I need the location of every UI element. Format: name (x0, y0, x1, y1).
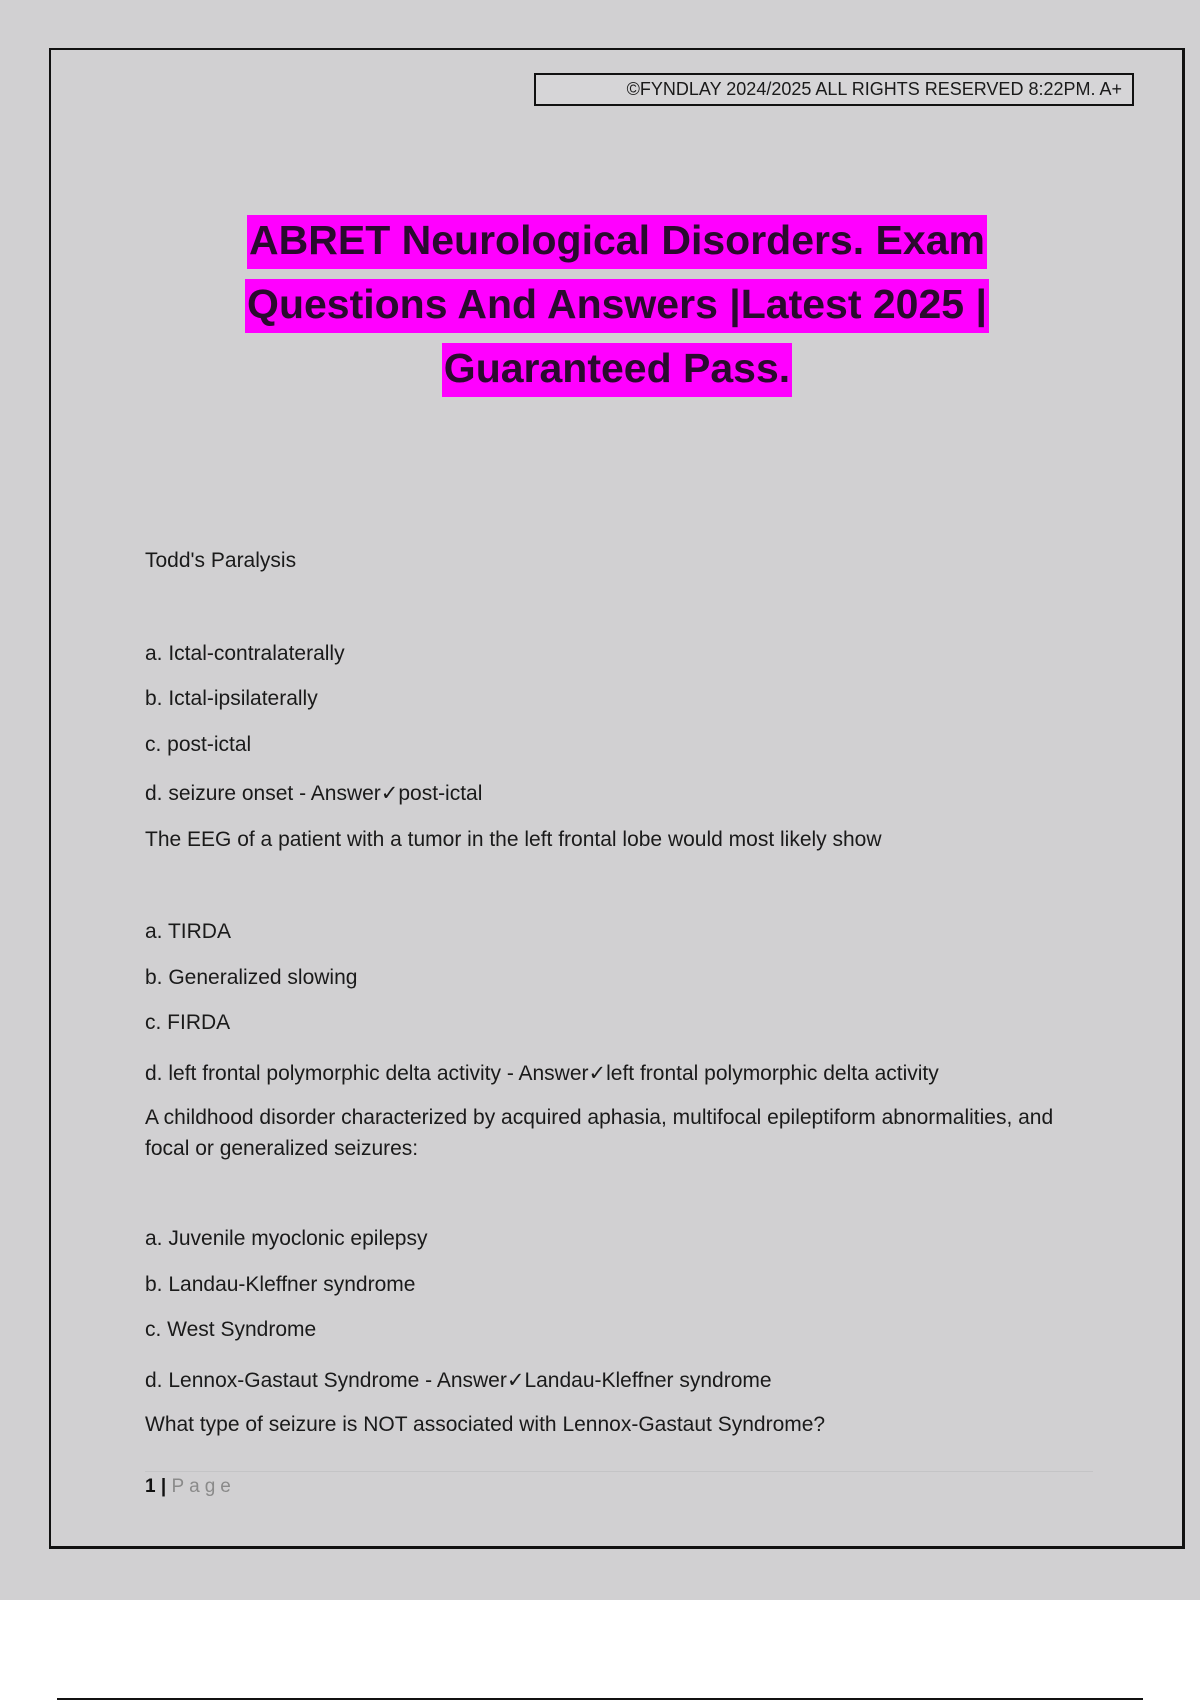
question-stem: The EEG of a patient with a tumor in the left frontal lobe would most likely show (145, 828, 882, 851)
answer-option: c. West Syndrome (145, 1318, 317, 1341)
title-line-1: ABRET Neurological Disorders. Exam (247, 215, 987, 269)
title-line-2: Questions And Answers |Latest 2025 | (245, 279, 989, 333)
footer-divider (145, 1471, 1093, 1472)
title-line-3: Guaranteed Pass. (442, 343, 792, 397)
answer-option: d. Lennox-Gastaut Syndrome - Answer✓Landau-Kleffner syndrome (145, 1369, 772, 1392)
answer-option: c. FIRDA (145, 1011, 231, 1034)
copyright-header: ©FYNDLAY 2024/2025 ALL RIGHTS RESERVED 8:22PM. A+ (534, 73, 1134, 106)
page-number (145, 1476, 236, 1498)
page-number-separator: | (160, 1476, 167, 1497)
question-stem: Todd's Paralysis (145, 549, 297, 572)
answer-option: a. TIRDA (145, 920, 231, 943)
question-stem: A childhood disorder characterized by acquired aphasia, multifocal epileptiform abnormalities, and focal or generalized seizures: (145, 1106, 1054, 1160)
answer-option: d. left frontal polymorphic delta activity - Answer✓left frontal polymorphic delta activity (145, 1062, 939, 1085)
answer-option: a. Juvenile myoclonic epilepsy (145, 1227, 428, 1250)
answer-option: d. seizure onset - Answer✓post-ictal (145, 782, 483, 805)
page-label: Page (171, 1476, 236, 1497)
answer-option: a. Ictal-contralaterally (145, 642, 345, 665)
document-title (120, 208, 1114, 400)
answer-option: b. Ictal-ipsilaterally (145, 687, 318, 710)
page-number-value: 1 (145, 1476, 156, 1497)
answer-option: b. Landau-Kleffner syndrome (145, 1273, 416, 1296)
question-stem: What type of seizure is NOT associated with Lennox-Gastaut Syndrome? (145, 1413, 826, 1436)
answer-option: b. Generalized slowing (145, 966, 358, 989)
answer-option: c. post-ictal (145, 733, 252, 756)
